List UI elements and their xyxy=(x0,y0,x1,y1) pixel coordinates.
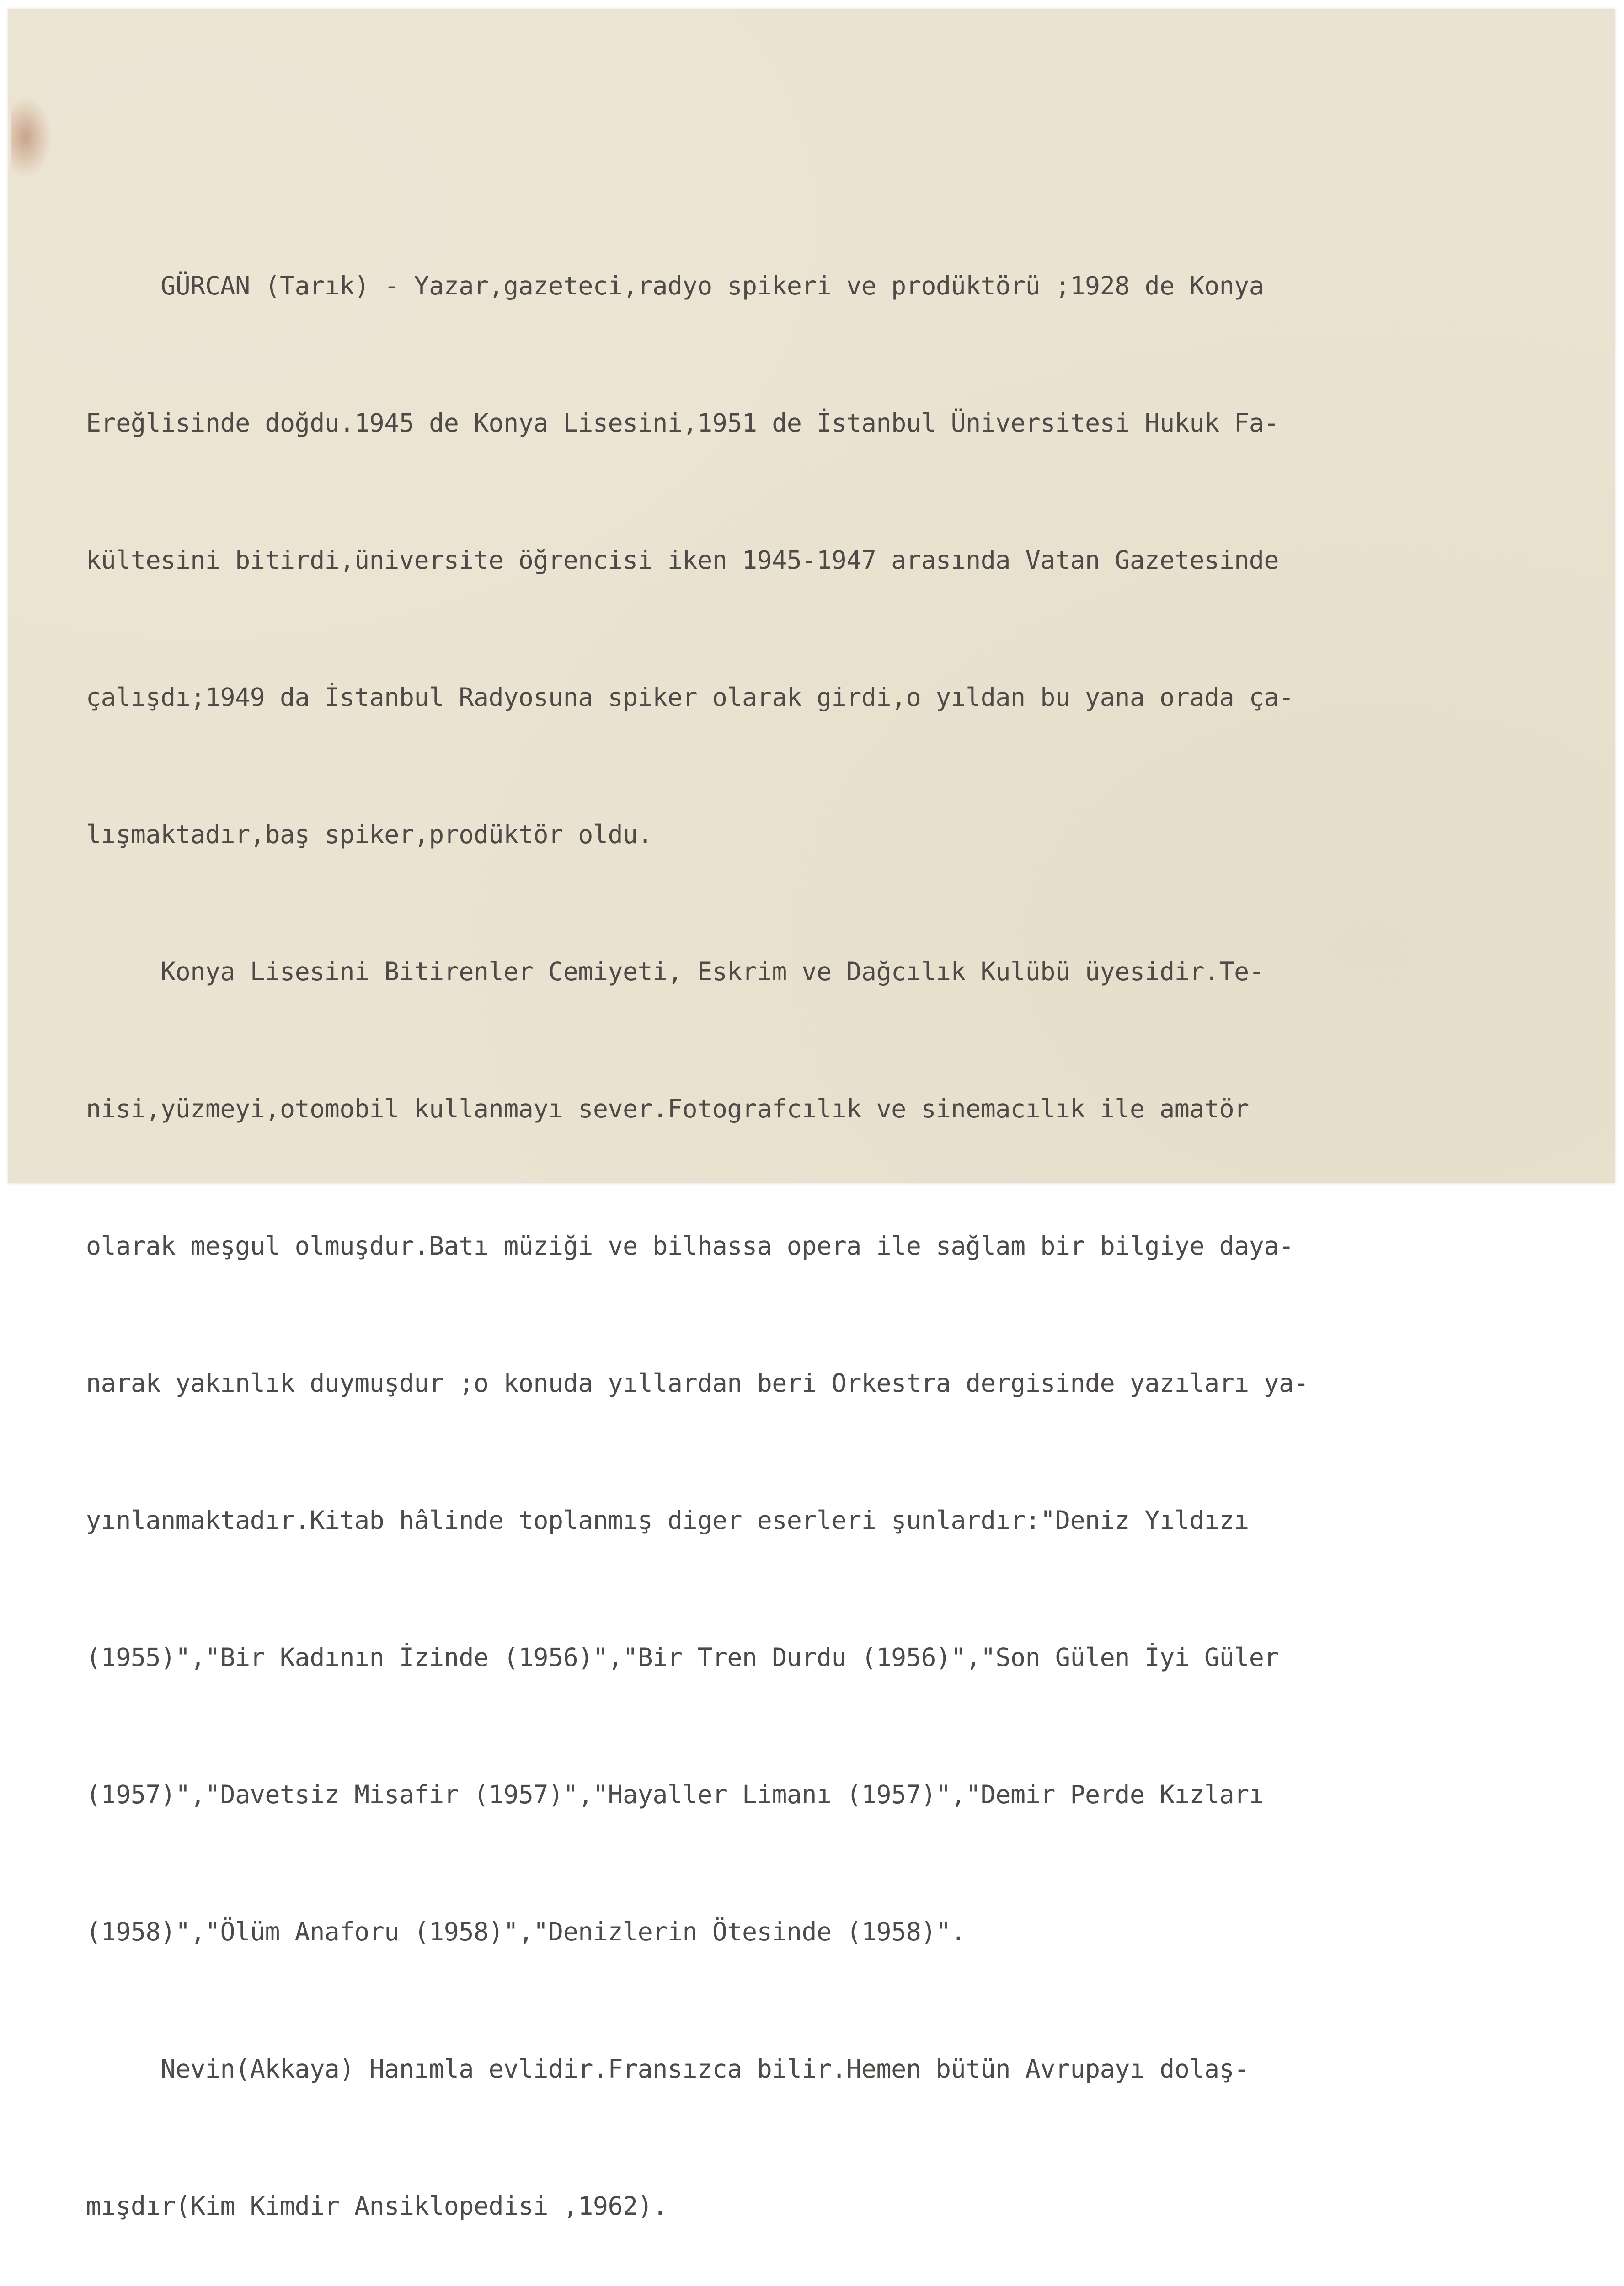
text-line: (1958)","Ölüm Anaforu (1958)","Denizlerin Ötesinde (1958)". xyxy=(86,1917,966,1946)
text-line: (1957)","Davetsiz Misafir (1957)","Hayaller Limanı (1957)","Demir Perde Kızları xyxy=(86,1780,1264,1809)
text-line: narak yakınlık duymuşdur ;o konuda yıllardan beri Orkestra dergisinde yazıları ya- xyxy=(86,1368,1309,1398)
text-line: GÜRCAN (Tarık) - Yazar,gazeteci,radyo spikeri ve prodüktörü ;1928 de Konya xyxy=(86,271,1264,300)
text-line: olarak meşgul olmuşdur.Batı müziği ve bilhassa opera ile sağlam bir bilgiye daya- xyxy=(86,1231,1294,1261)
text-line: kültesini bitirdi,üniversite öğrencisi iken 1945-1947 arasında Vatan Gazetesinde xyxy=(86,545,1279,575)
typewritten-page xyxy=(8,9,1615,2221)
text-line: mışdır(Kim Kimdir Ansiklopedisi ,1962). xyxy=(86,2191,668,2221)
text-line: çalışdı;1949 da İstanbul Radyosuna spiker olarak girdi,o yıldan bu yana orada ça- xyxy=(86,683,1294,712)
text-line: (1955)","Bir Kadının İzinde (1956)","Bir Tren Durdu (1956)","Son Gülen İyi Güler xyxy=(86,1643,1279,1672)
text-line: Nevin(Akkaya) Hanımla evlidir.Fransızca bilir.Hemen bütün Avrupayı dolaş- xyxy=(86,2054,1249,2083)
text-line: nisi,yüzmeyi,otomobil kullanmayı sever.Fotografcılık ve sinemacılık ile amatör xyxy=(86,1094,1249,1123)
typewritten-text xyxy=(86,171,1608,2286)
text-line: yınlanmaktadır.Kitab hâlinde toplanmış diger eserleri şunlardır:"Deniz Yıldızı xyxy=(86,1506,1249,1535)
paper-stain xyxy=(11,96,52,178)
text-line: Konya Lisesini Bitirenler Cemiyeti, Eskrim ve Dağcılık Kulübü üyesidir.Te- xyxy=(86,957,1264,986)
text-line: Ereğlisinde doğdu.1945 de Konya Lisesini,1951 de İstanbul Üniversitesi Hukuk Fa- xyxy=(86,408,1279,438)
text-line: lışmaktadır,baş spiker,prodüktör oldu. xyxy=(86,820,653,849)
